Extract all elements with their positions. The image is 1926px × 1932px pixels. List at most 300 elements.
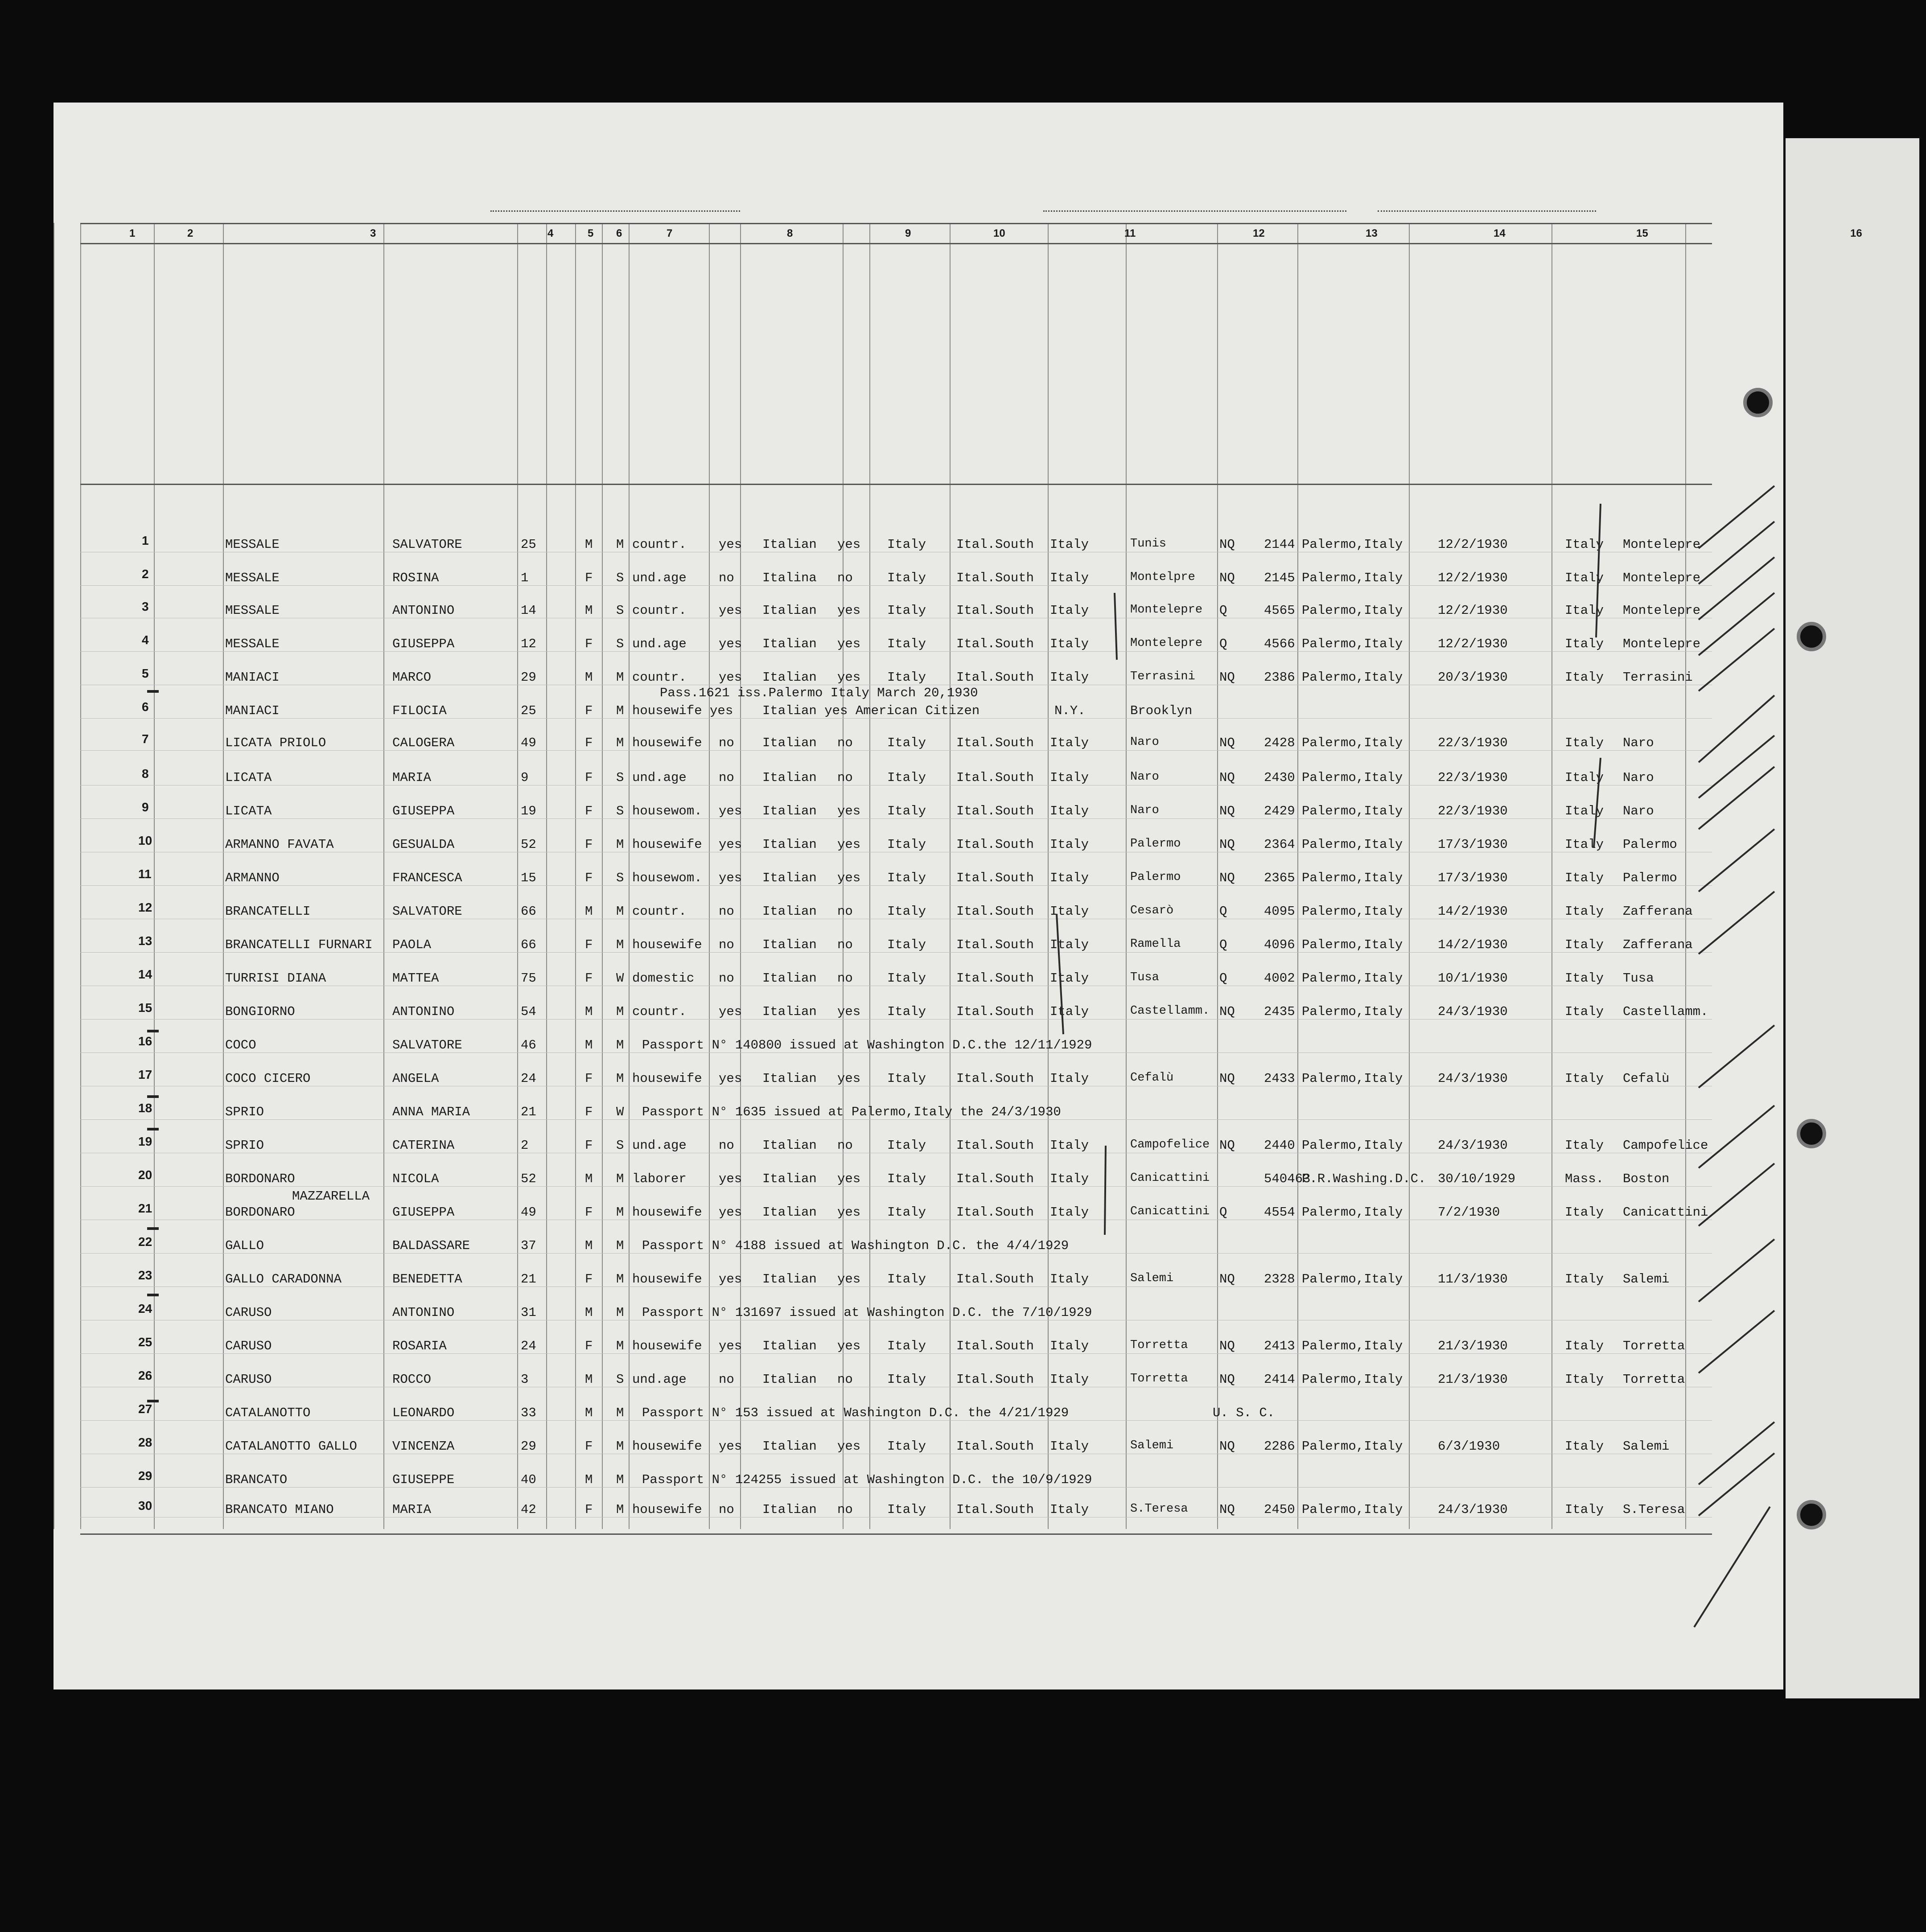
birth-country: Italy <box>1050 1502 1089 1517</box>
birth-country: Italy <box>1050 736 1089 750</box>
read-language: Italian <box>762 736 817 750</box>
row-number: 10 <box>138 834 152 847</box>
sex: M <box>585 1004 593 1019</box>
given-name: GIUSEPPE <box>392 1472 455 1487</box>
sex: M <box>585 670 593 685</box>
nationality: Italy <box>887 971 926 986</box>
marital-status: M <box>616 1071 624 1086</box>
passport-note: Passport N° 124255 issued at Washington D.C. the 10/9/1929 <box>642 1472 1092 1487</box>
read: yes <box>719 603 742 618</box>
issued-at: Palermo,Italy <box>1302 837 1403 852</box>
marital-status: S <box>616 603 624 618</box>
marital-status: M <box>616 937 624 952</box>
issued-at: Palermo,Italy <box>1302 1339 1403 1353</box>
issue-date: 22/3/1930 <box>1438 770 1508 785</box>
write: yes <box>837 603 861 618</box>
residence-country: Italy <box>1565 1205 1604 1220</box>
read: no <box>719 937 734 952</box>
row-number: 14 <box>138 967 152 981</box>
residence-country: Italy <box>1565 1071 1604 1086</box>
family-name: MANIACI <box>225 703 280 718</box>
write: no <box>837 1502 853 1517</box>
birth-country: Italy <box>1050 1339 1089 1353</box>
given-name: LEONARDO <box>392 1406 455 1420</box>
residence-country: Italy <box>1565 770 1604 785</box>
given-name: NICOLA <box>392 1172 439 1186</box>
column-number: 5 <box>588 227 594 239</box>
read: no <box>719 736 734 750</box>
marital-status: S <box>616 637 624 651</box>
issue-date: 22/3/1930 <box>1438 736 1508 750</box>
sex: M <box>585 904 593 919</box>
birth-country: Italy <box>1050 1372 1089 1387</box>
read-language: Italian <box>762 1339 817 1353</box>
occupation: und.age <box>632 770 687 785</box>
age-years: 49 <box>521 1205 536 1220</box>
nationality: Italy <box>887 1339 926 1353</box>
sex: M <box>585 603 593 618</box>
race: Ital.South <box>956 637 1034 651</box>
read-language: Italian <box>762 603 817 618</box>
age-years: 66 <box>521 937 536 952</box>
issue-date: 10/1/1930 <box>1438 971 1508 986</box>
sex: M <box>585 1038 593 1052</box>
birth-city: Cefalù <box>1130 1071 1174 1085</box>
birth-city: Cesarò <box>1130 904 1174 917</box>
race: Ital.South <box>956 1439 1034 1454</box>
sex: F <box>585 1272 593 1287</box>
visa-number: 2430 <box>1264 770 1295 785</box>
residence-country: Italy <box>1565 637 1604 651</box>
visa-number: 2435 <box>1264 1004 1295 1019</box>
issue-date: 7/2/1930 <box>1438 1205 1500 1220</box>
visa-number: 2450 <box>1264 1502 1295 1517</box>
occupation: housewom. <box>632 804 702 818</box>
visa-number: 4096 <box>1264 937 1295 952</box>
read-language: Italian <box>762 971 817 986</box>
marital-status: M <box>616 1439 624 1454</box>
visa-quota: NQ <box>1219 1339 1235 1353</box>
read-language: Italian <box>762 770 817 785</box>
visa-quota: NQ <box>1219 1138 1235 1153</box>
age-years: 52 <box>521 837 536 852</box>
row-number: 6 <box>142 700 149 714</box>
occupation: countr. <box>632 537 687 552</box>
nationality: Italy <box>887 1205 926 1220</box>
birth-city: Montelepre <box>1130 637 1203 650</box>
family-name: MANIACI <box>225 670 280 685</box>
write: no <box>837 937 853 952</box>
residence-city: Palermo <box>1623 871 1677 885</box>
nationality: Italy <box>887 736 926 750</box>
age-years: 2 <box>521 1138 529 1153</box>
birth-city: Campofelice <box>1130 1138 1210 1151</box>
residence-city: Salemi <box>1623 1272 1670 1287</box>
column-number: 3 <box>370 227 376 239</box>
occupation: countr. <box>632 670 687 685</box>
read-language: Italian <box>762 1071 817 1086</box>
write: yes <box>837 637 861 651</box>
write: yes <box>837 1439 861 1454</box>
issued-at: Palermo,Italy <box>1302 1502 1403 1517</box>
family-name: SPRIO <box>225 1105 264 1119</box>
passport-note: Passport N° 1635 issued at Palermo,Italy the 24/3/1930 <box>642 1105 1061 1119</box>
given-name: MARCO <box>392 670 432 685</box>
residence-city: Campofelice <box>1623 1138 1708 1153</box>
read-language: Italian <box>762 837 817 852</box>
issued-at: Palermo,Italy <box>1302 637 1403 651</box>
age-years: 9 <box>521 770 529 785</box>
column-number: 13 <box>1366 227 1378 239</box>
visa-number: 4566 <box>1264 637 1295 651</box>
column-number: 9 <box>905 227 911 239</box>
citizenship-note: U. S. C. <box>1213 1406 1275 1420</box>
sex: F <box>585 1339 593 1353</box>
read-language: Italian <box>762 1372 817 1387</box>
marital-status: M <box>616 1472 624 1487</box>
issue-date: 20/3/1930 <box>1438 670 1508 685</box>
birth-country: Italy <box>1050 1071 1089 1086</box>
nationality: Italy <box>887 603 926 618</box>
row-number: 29 <box>138 1469 152 1483</box>
age-years: 12 <box>521 637 536 651</box>
issued-at: Palermo,Italy <box>1302 1138 1403 1153</box>
marital-status: M <box>616 670 624 685</box>
nationality: Italy <box>887 1502 926 1517</box>
marital-status: S <box>616 571 624 585</box>
issued-at: Palermo,Italy <box>1302 871 1403 885</box>
age-years: 40 <box>521 1472 536 1487</box>
visa-quota: NQ <box>1219 537 1235 552</box>
nationality: Italy <box>887 804 926 818</box>
passport-note: Passport N° 140800 issued at Washington D.C.the 12/11/1929 <box>642 1038 1092 1052</box>
residence-city: Terrasini <box>1623 670 1693 685</box>
occupation: housewife <box>632 1502 702 1517</box>
nationality: Italy <box>887 837 926 852</box>
family-name: COCO <box>225 1038 256 1052</box>
visa-quota: NQ <box>1219 736 1235 750</box>
nationality: Italy <box>887 571 926 585</box>
row-number: 5 <box>142 666 149 680</box>
read-language: Italian <box>762 904 817 919</box>
marital-status: M <box>616 1238 624 1253</box>
residence-country: Italy <box>1565 971 1604 986</box>
age-years: 21 <box>521 1105 536 1119</box>
occupation: und.age <box>632 571 687 585</box>
age-years: 66 <box>521 904 536 919</box>
given-name: GIUSEPPA <box>392 637 455 651</box>
residence-city: Naro <box>1623 770 1654 785</box>
race: Ital.South <box>956 1205 1034 1220</box>
birth-city: Montelepre <box>1130 603 1203 617</box>
sex: F <box>585 637 593 651</box>
occupation: housewife <box>632 1071 702 1086</box>
birth-country: Italy <box>1050 537 1089 552</box>
sex: F <box>585 804 593 818</box>
issue-date: 21/3/1930 <box>1438 1339 1508 1353</box>
birth-city: Palermo <box>1130 837 1181 851</box>
occupation: und.age <box>632 1138 687 1153</box>
read-language: Italian <box>762 871 817 885</box>
race: Ital.South <box>956 937 1034 952</box>
sex: F <box>585 703 593 718</box>
column-number: 6 <box>616 227 622 239</box>
age-years: 52 <box>521 1172 536 1186</box>
age-years: 24 <box>521 1071 536 1086</box>
sex: F <box>585 971 593 986</box>
passport-note: Pass.1621 iss.Palermo Italy March 20,1930 <box>660 686 978 700</box>
issued-at: Palermo,Italy <box>1302 1205 1403 1220</box>
row-number: 2 <box>142 567 149 581</box>
family-name: BORDONARO <box>225 1172 295 1186</box>
visa-number: 2145 <box>1264 571 1295 585</box>
column-number: 16 <box>1850 227 1862 239</box>
issue-date: 17/3/1930 <box>1438 871 1508 885</box>
read: no <box>719 1138 734 1153</box>
column-number: 14 <box>1494 227 1506 239</box>
read-language: Italian <box>762 1439 817 1454</box>
given-name: VINCENZA <box>392 1439 455 1454</box>
residence-city: S.Teresa <box>1623 1502 1685 1517</box>
issue-date: 12/2/1930 <box>1438 571 1508 585</box>
nationality: Italy <box>887 1172 926 1186</box>
birth-country: Italy <box>1050 971 1089 986</box>
issued-at: Palermo,Italy <box>1302 571 1403 585</box>
issue-date: 24/3/1930 <box>1438 1004 1508 1019</box>
visa-quota: Q <box>1219 904 1227 919</box>
residence-country: Italy <box>1565 537 1604 552</box>
birth-city: Montelpre <box>1130 571 1195 584</box>
write: yes <box>837 1071 861 1086</box>
visa-quota: Q <box>1219 971 1227 986</box>
race: Ital.South <box>956 837 1034 852</box>
issued-at: P.R.Washing.D.C. <box>1302 1172 1426 1186</box>
given-name: FRANCESCA <box>392 871 462 885</box>
visa-number: 2440 <box>1264 1138 1295 1153</box>
marital-status: M <box>616 1004 624 1019</box>
row-number: 17 <box>138 1068 152 1081</box>
age-years: 54 <box>521 1004 536 1019</box>
visa-quota: NQ <box>1219 670 1235 685</box>
issue-date: 21/3/1930 <box>1438 1372 1508 1387</box>
occupation: domestic <box>632 971 695 986</box>
issued-at: Palermo,Italy <box>1302 736 1403 750</box>
occupation: laborer <box>632 1172 687 1186</box>
birth-city: Canicattini <box>1130 1172 1210 1185</box>
sex: F <box>585 1138 593 1153</box>
marital-status: W <box>616 1105 624 1119</box>
read: yes <box>719 537 742 552</box>
age-years: 49 <box>521 736 536 750</box>
row-number: 28 <box>138 1435 152 1449</box>
visa-quota: NQ <box>1219 571 1235 585</box>
visa-quota: NQ <box>1219 1272 1235 1287</box>
age-years: 24 <box>521 1339 536 1353</box>
sex: F <box>585 1105 593 1119</box>
occupation: housewife <box>632 1339 702 1353</box>
family-name: CATALANOTTO <box>225 1406 311 1420</box>
visa-quota: NQ <box>1219 837 1235 852</box>
given-name: GIUSEPPA <box>392 1205 455 1220</box>
given-name: ANNA MARIA <box>392 1105 470 1119</box>
marital-status: S <box>616 1138 624 1153</box>
visa-number: 4095 <box>1264 904 1295 919</box>
family-name: CARUSO <box>225 1339 272 1353</box>
given-name: MATTEA <box>392 971 439 986</box>
column-number: 7 <box>667 227 673 239</box>
read: yes <box>719 1272 742 1287</box>
birth-city: Brooklyn <box>1130 703 1193 718</box>
sex: F <box>585 1205 593 1220</box>
residence-city: Zafferana <box>1623 937 1693 952</box>
birth-country: Italy <box>1050 904 1089 919</box>
sex: F <box>585 736 593 750</box>
read: no <box>719 971 734 986</box>
race: Ital.South <box>956 1004 1034 1019</box>
column-number: 2 <box>187 227 193 239</box>
read-language: Italian <box>762 637 817 651</box>
issued-at: Palermo,Italy <box>1302 770 1403 785</box>
race: Ital.South <box>956 904 1034 919</box>
occupation: und.age <box>632 637 687 651</box>
row-number: 1 <box>142 534 149 547</box>
row-number: 3 <box>142 600 149 613</box>
family-name: MESSALE <box>225 537 280 552</box>
row-number: 25 <box>138 1335 152 1349</box>
nationality: Italy <box>887 670 926 685</box>
residence-country: Italy <box>1565 670 1604 685</box>
read: yes <box>719 837 742 852</box>
residence-country: Italy <box>1565 1138 1604 1153</box>
visa-number: 540463 <box>1264 1172 1311 1186</box>
residence-country: Italy <box>1565 837 1604 852</box>
birth-country: Italy <box>1050 670 1089 685</box>
residence-city: Boston <box>1623 1172 1670 1186</box>
race: Ital.South <box>956 537 1034 552</box>
residence-city: Tusa <box>1623 971 1654 986</box>
birth-country: Italy <box>1050 571 1089 585</box>
birth-country: Italy <box>1050 1138 1089 1153</box>
marital-status: S <box>616 871 624 885</box>
birth-city: Terrasini <box>1130 670 1195 683</box>
family-name: BRANCATO MIANO <box>225 1502 334 1517</box>
birth-city: Salemi <box>1130 1439 1174 1452</box>
marital-status: M <box>616 1305 624 1320</box>
birth-country: Italy <box>1050 770 1089 785</box>
birth-city: S.Teresa <box>1130 1502 1188 1516</box>
write: no <box>837 736 853 750</box>
family-name: MESSALE <box>225 571 280 585</box>
residence-country: Italy <box>1565 804 1604 818</box>
birth-country: Italy <box>1050 1004 1089 1019</box>
write: yes <box>837 1205 861 1220</box>
visa-number: 2428 <box>1264 736 1295 750</box>
row-number: 4 <box>142 633 149 647</box>
read: yes <box>719 1071 742 1086</box>
race: Ital.South <box>956 770 1034 785</box>
residence-city: Palermo <box>1623 837 1677 852</box>
family-name: LICATA <box>225 804 272 818</box>
sex: M <box>585 1372 593 1387</box>
birth-country: N.Y. <box>1054 703 1086 718</box>
family-name: LICATA <box>225 770 272 785</box>
given-name: GESUALDA <box>392 837 455 852</box>
sex: F <box>585 1502 593 1517</box>
visa-number: 2429 <box>1264 804 1295 818</box>
residence-city: Castellamm. <box>1623 1004 1708 1019</box>
nationality: Italy <box>887 871 926 885</box>
age-years: 19 <box>521 804 536 818</box>
residence-city: Naro <box>1623 736 1654 750</box>
visa-number: 4002 <box>1264 971 1295 986</box>
visa-number: 2413 <box>1264 1339 1295 1353</box>
family-name: GALLO CARADONNA <box>225 1272 342 1287</box>
read: yes <box>719 1004 742 1019</box>
visa-number: 2414 <box>1264 1372 1295 1387</box>
birth-country: Italy <box>1050 603 1089 618</box>
residence-country: Italy <box>1565 871 1604 885</box>
residence-city: Cefalù <box>1623 1071 1670 1086</box>
given-name: CATERINA <box>392 1138 455 1153</box>
sex: M <box>585 1238 593 1253</box>
race: Ital.South <box>956 1272 1034 1287</box>
age-years: 21 <box>521 1272 536 1287</box>
write: yes <box>837 1272 861 1287</box>
given-name: BALDASSARE <box>392 1238 470 1253</box>
age-years: 29 <box>521 1439 536 1454</box>
read: yes <box>719 637 742 651</box>
race: Ital.South <box>956 736 1034 750</box>
occupation: housewife <box>632 736 702 750</box>
column-number: 1 <box>129 227 136 239</box>
row-number: 26 <box>138 1369 152 1382</box>
marital-status: M <box>616 1406 624 1420</box>
issue-date: 14/2/1930 <box>1438 937 1508 952</box>
visa-quota: NQ <box>1219 1439 1235 1454</box>
write: no <box>837 770 853 785</box>
visa-number: 4565 <box>1264 603 1295 618</box>
column-number: 10 <box>993 227 1005 239</box>
visa-number: 2433 <box>1264 1071 1295 1086</box>
residence-city: Naro <box>1623 804 1654 818</box>
age-years: 46 <box>521 1038 536 1052</box>
given-name: PAOLA <box>392 937 432 952</box>
occupation: housewife <box>632 837 702 852</box>
age-years: 25 <box>521 703 536 718</box>
issued-at: Palermo,Italy <box>1302 1071 1403 1086</box>
visa-quota: Q <box>1219 603 1227 618</box>
row-number: 13 <box>138 934 152 948</box>
sex: F <box>585 770 593 785</box>
passport-note: Passport N° 4188 issued at Washington D.C. the 4/4/1929 <box>642 1238 1069 1253</box>
issue-date: 24/3/1930 <box>1438 1502 1508 1517</box>
issue-date: 22/3/1930 <box>1438 804 1508 818</box>
issued-at: Palermo,Italy <box>1302 1372 1403 1387</box>
given-name: BENEDETTA <box>392 1272 462 1287</box>
family-name: CARUSO <box>225 1305 272 1320</box>
age-years: 3 <box>521 1372 529 1387</box>
birth-city: Tunis <box>1130 537 1167 551</box>
issue-date: 17/3/1930 <box>1438 837 1508 852</box>
occupation: und.age <box>632 1372 687 1387</box>
visa-quota: NQ <box>1219 1372 1235 1387</box>
sex: M <box>585 1305 593 1320</box>
birth-city: Palermo <box>1130 871 1181 884</box>
read: yes <box>719 1205 742 1220</box>
birth-city: Naro <box>1130 736 1159 749</box>
read: yes <box>719 1439 742 1454</box>
visa-quota: Q <box>1219 937 1227 952</box>
